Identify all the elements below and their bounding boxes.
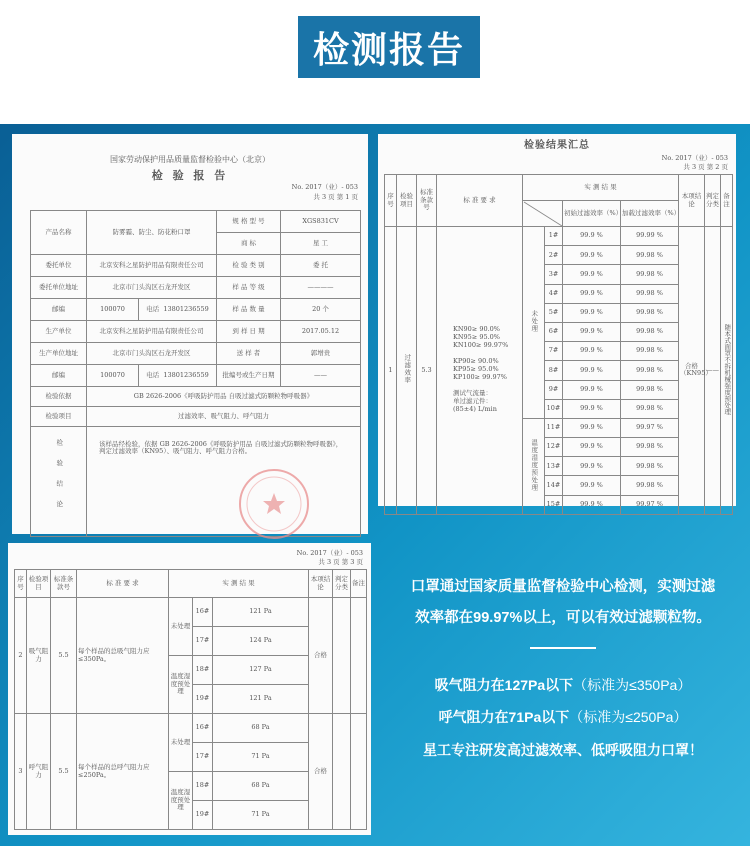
cell-item: 吸气阻力	[27, 598, 51, 714]
loaded-efficiency: 99.98 %	[621, 476, 679, 495]
page-title: 检测报告	[298, 16, 480, 78]
requirement-line: 单过滤元件：	[453, 397, 492, 406]
label-client-address: 委托单位地址	[31, 277, 87, 299]
label-client: 委托单位	[31, 255, 87, 277]
initial-efficiency: 99.9 %	[563, 265, 621, 284]
cell-clause: 5.5	[51, 598, 77, 714]
table-row	[15, 598, 367, 627]
value-phone-cell	[139, 299, 217, 321]
value-manufacturer: 北京安科之星防护用品有限责任公司	[87, 321, 217, 343]
label-manufacturer: 生产单位	[31, 321, 87, 343]
cell-grade: ——	[705, 227, 721, 515]
cell-seq: 3	[15, 714, 27, 830]
label-sample-qty: 样 品 数 量	[217, 299, 281, 321]
cell-note	[351, 714, 367, 830]
header-initial-efficiency: 初始过滤效率（%）	[563, 201, 621, 227]
sample-id: 1#	[545, 227, 563, 246]
caption-divider	[530, 647, 596, 649]
value-sender: 郭增贵	[281, 343, 361, 365]
header-conclusion: 本项结论	[309, 570, 333, 598]
label-model: 规 格 型 号	[217, 211, 281, 233]
value-product-name: 防雾霾、防尘、防花粉口罩	[87, 211, 217, 255]
label-sample-grade: 样 品 等 级	[217, 277, 281, 299]
report-number: No. 2017（业）- 053	[296, 549, 363, 557]
loaded-efficiency: 99.98 %	[621, 380, 679, 399]
requirement-line: KN100≥ 99.97%	[453, 341, 509, 350]
value-client-address: 北京市门头沟区石龙开发区	[87, 277, 217, 299]
initial-efficiency: 99.9 %	[563, 227, 621, 246]
group-treated-wrap	[523, 418, 545, 514]
label-inspect-type: 检 验 类 别	[217, 255, 281, 277]
cell-requirement	[437, 227, 523, 515]
cell-conclusion: 合格	[309, 598, 333, 714]
value-postcode: 100070	[87, 299, 139, 321]
group-untreated-wrap	[523, 227, 545, 419]
loaded-efficiency: 99.98 %	[621, 303, 679, 322]
resistance-value: 121 Pa	[213, 685, 309, 714]
sample-id: 2#	[545, 246, 563, 265]
label-items: 检验项目	[31, 407, 87, 427]
sample-id: 14#	[545, 476, 563, 495]
sample-id: 5#	[545, 303, 563, 322]
header-clause: 标准条款号	[51, 570, 77, 598]
group-untreated-wrap	[169, 714, 193, 772]
value-client: 北京安科之星防护用品有限责任公司	[87, 255, 217, 277]
value-manufacturer-address: 北京市门头沟区石龙开发区	[87, 343, 217, 365]
label-conclusion: 检验结论	[55, 439, 64, 522]
header-result: 实 测 结 果	[523, 175, 679, 201]
inhale-resistance-value: 吸气阻力在127Pa以下	[434, 677, 574, 693]
loaded-efficiency: 99.98 %	[621, 342, 679, 361]
initial-efficiency: 99.9 %	[563, 303, 621, 322]
header-note: 备注	[721, 175, 733, 227]
cell-seq: 1	[385, 227, 397, 515]
group-treated-wrap	[169, 772, 193, 830]
requirement-line: KP95≥ 95.0%	[453, 365, 499, 374]
header-seq: 序号	[385, 175, 397, 227]
cell-grade	[333, 598, 351, 714]
page-info: 共 3 页 第 1 页	[313, 193, 358, 201]
cell-clause: 5.3	[417, 227, 437, 515]
group-treated-wrap	[169, 656, 193, 714]
label-product-name: 产品名称	[31, 211, 87, 255]
initial-efficiency: 99.9 %	[563, 322, 621, 341]
initial-efficiency: 99.9 %	[563, 418, 621, 437]
initial-efficiency: 99.9 %	[563, 495, 621, 514]
header-item: 检验项目	[27, 570, 51, 598]
resistance-value: 71 Pa	[213, 743, 309, 772]
exhale-resistance-value: 呼气阻力在71Pa以下	[438, 709, 570, 725]
report-title: 检 验 报 告	[151, 169, 229, 182]
requirement-line: (85±4) L/min	[453, 405, 497, 414]
value-inspect-type: 委 托	[281, 255, 361, 277]
cell-clause: 5.5	[51, 714, 77, 830]
label-basis: 检验依据	[31, 387, 87, 407]
diagonal-line-icon	[524, 202, 562, 226]
loaded-efficiency: 99.98 %	[621, 284, 679, 303]
label-sender: 送 样 者	[217, 343, 281, 365]
page-info: 共 3 页 第 3 页	[318, 558, 363, 566]
exhale-resistance-standard: （标准为≤250Pa）	[569, 709, 688, 725]
sample-id: 15#	[545, 495, 563, 514]
value-trademark: 星 工	[281, 233, 361, 255]
label-trademark: 商 标	[217, 233, 281, 255]
report-number: No. 2017（业）- 053	[291, 183, 358, 191]
sample-id: 7#	[545, 342, 563, 361]
value-batch: ——	[281, 365, 361, 387]
sample-id: 18#	[193, 772, 213, 801]
inhale-resistance-text	[388, 675, 738, 695]
issuer-name: 国家劳动保护用品质量监督检验中心（北京）	[110, 155, 270, 164]
header-result: 实 测 结 果	[169, 570, 309, 598]
caption-line-1: 口罩通过国家质量监督检验中心检测，实测过滤	[410, 579, 716, 595]
resistance-table	[14, 569, 367, 830]
loaded-efficiency: 99.97 %	[621, 495, 679, 514]
group-untreated: 未处理	[170, 737, 191, 746]
sample-id: 13#	[545, 457, 563, 476]
sample-id: 17#	[193, 743, 213, 772]
official-seal	[237, 467, 311, 541]
sample-id: 11#	[545, 418, 563, 437]
resistance-value: 68 Pa	[213, 772, 309, 801]
cell-note	[351, 598, 367, 714]
header-grade: 判定分类	[705, 175, 721, 227]
efficiency-table	[384, 174, 733, 515]
group-untreated-wrap	[169, 598, 193, 656]
sample-id: 18#	[193, 656, 213, 685]
initial-efficiency: 99.9 %	[563, 284, 621, 303]
requirement-line: KN95≥ 95.0%	[453, 333, 500, 342]
cell-note: 随本式面罩不拆机械强度预处理	[723, 323, 732, 415]
sample-id: 10#	[545, 399, 563, 418]
group-treated: 温度湿度预处理	[170, 788, 191, 812]
resistance-value: 121 Pa	[213, 598, 309, 627]
sample-id: 3#	[545, 265, 563, 284]
loaded-efficiency: 99.98 %	[621, 246, 679, 265]
sample-id: 16#	[193, 598, 213, 627]
initial-efficiency: 99.9 %	[563, 246, 621, 265]
label-manufacturer-address: 生产单位地址	[31, 343, 87, 365]
initial-efficiency: 99.9 %	[563, 399, 621, 418]
loaded-efficiency: 99.99 %	[621, 227, 679, 246]
label-postcode: 邮编	[31, 299, 87, 321]
value-postcode-2: 100070	[87, 365, 139, 387]
report-cover-document	[12, 134, 368, 534]
requirement-line: KP90≥ 90.0%	[453, 357, 499, 366]
cell-seq: 2	[15, 598, 27, 714]
sample-id: 4#	[545, 284, 563, 303]
caption-line-2: 效率都在99.97%以上，可以有效过滤颗粒物。	[415, 610, 711, 626]
filter-efficiency-document	[378, 134, 736, 506]
header-item: 检验项目	[397, 175, 417, 227]
loaded-efficiency: 99.98 %	[621, 457, 679, 476]
sample-id: 6#	[545, 322, 563, 341]
value-sample-qty: 20 个	[281, 299, 361, 321]
header-loaded-efficiency: 加载过滤效率（%）	[621, 201, 679, 227]
initial-efficiency: 99.9 %	[563, 457, 621, 476]
header-note: 备注	[351, 570, 367, 598]
requirement-line: KP100≥ 99.97%	[453, 373, 507, 382]
cell-item-wrap	[397, 227, 417, 515]
resistance-value: 71 Pa	[213, 801, 309, 830]
loaded-efficiency: 99.98 %	[621, 361, 679, 380]
cell-requirement: 每个样品的总呼气阻力应≤250Pa。	[77, 714, 169, 830]
label-phone: 电话	[146, 304, 160, 313]
sample-id: 16#	[193, 714, 213, 743]
label-phone-2: 电话	[146, 370, 160, 379]
value-conclusion-line-1: 该样品经检验，依据 GB 2626-2006《呼吸防护用品 自吸过滤式防颗粒物呼吸器》，	[99, 440, 343, 448]
loaded-efficiency: 99.98 %	[621, 265, 679, 284]
report-info-table	[30, 210, 361, 537]
value-phone: 13801236559	[163, 304, 209, 313]
header-conclusion: 本项结论	[679, 175, 705, 227]
label-postcode-2: 邮编	[31, 365, 87, 387]
requirement-line: 测试气流量：	[453, 389, 492, 398]
page-info: 共 3 页 第 2 页	[683, 163, 728, 171]
label-batch: 批编号或生产日期	[217, 365, 281, 387]
summary-title: 检验结果汇总	[524, 140, 590, 151]
cell-note-wrap	[721, 227, 733, 515]
resistance-value: 124 Pa	[213, 627, 309, 656]
cell-conclusion: 合格	[309, 714, 333, 830]
requirement-line: KN90≥ 90.0%	[453, 325, 500, 334]
value-conclusion-cell	[87, 427, 361, 537]
cell-conclusion: 合格（KN95）	[679, 227, 705, 515]
loaded-efficiency: 99.98 %	[621, 322, 679, 341]
header-clause: 标准条款号	[417, 175, 437, 227]
header-requirement: 标 准 要 求	[437, 175, 523, 227]
cell-requirement: 每个样品的总吸气阻力应≤350Pa。	[77, 598, 169, 714]
initial-efficiency: 99.9 %	[563, 361, 621, 380]
value-sample-grade: ————	[281, 277, 361, 299]
loaded-efficiency: 99.98 %	[621, 438, 679, 457]
sample-id: 19#	[193, 801, 213, 830]
sample-id: 17#	[193, 627, 213, 656]
initial-efficiency: 99.9 %	[563, 380, 621, 399]
value-items: 过滤效率、吸气阻力、呼气阻力	[87, 407, 361, 427]
header-seq: 序号	[15, 570, 27, 598]
table-row	[15, 714, 367, 743]
exhale-resistance-text	[388, 707, 738, 727]
initial-efficiency: 99.9 %	[563, 342, 621, 361]
group-treated: 温度湿度预处理	[170, 672, 191, 696]
loaded-efficiency: 99.97 %	[621, 418, 679, 437]
group-treated: 温度湿度预处理	[530, 438, 539, 492]
header-requirement: 标 准 要 求	[77, 570, 169, 598]
initial-efficiency: 99.9 %	[563, 438, 621, 457]
loaded-efficiency: 99.98 %	[621, 399, 679, 418]
initial-efficiency: 99.9 %	[563, 476, 621, 495]
report-number: No. 2017（业）- 053	[661, 154, 728, 162]
header-diagonal-cell	[523, 201, 563, 227]
table-row	[385, 227, 733, 246]
value-model: XGS831CV	[281, 211, 361, 233]
label-conclusion-cell	[31, 427, 87, 537]
sample-id: 19#	[193, 685, 213, 714]
group-untreated: 未处理	[530, 309, 539, 333]
resistance-value: 127 Pa	[213, 656, 309, 685]
value-basis: GB 2626-2006《呼吸防护用品 自吸过滤式防颗粒物呼吸器》	[87, 387, 361, 407]
header-grade: 判定分类	[333, 570, 351, 598]
value-phone-2: 13801236559	[163, 370, 209, 379]
group-untreated: 未处理	[170, 621, 191, 630]
value-conclusion-line-2: 判定过滤效率（KN95）、吸气阻力、呼气阻力合格。	[99, 447, 252, 456]
sample-id: 12#	[545, 438, 563, 457]
sample-id: 8#	[545, 361, 563, 380]
breathing-resistance-document	[8, 543, 371, 835]
value-phone-cell-2	[139, 365, 217, 387]
resistance-value: 68 Pa	[213, 714, 309, 743]
inhale-resistance-standard: （标准为≤350Pa）	[573, 677, 692, 693]
cell-item: 过滤效率	[403, 354, 412, 385]
slogan: 星工专注研发高过滤效率、低呼吸阻力口罩！	[423, 742, 703, 758]
label-arrival-date: 到 样 日 期	[217, 321, 281, 343]
value-arrival-date: 2017.05.12	[281, 321, 361, 343]
cell-grade	[333, 714, 351, 830]
cell-item: 呼气阻力	[27, 714, 51, 830]
sample-id: 9#	[545, 380, 563, 399]
